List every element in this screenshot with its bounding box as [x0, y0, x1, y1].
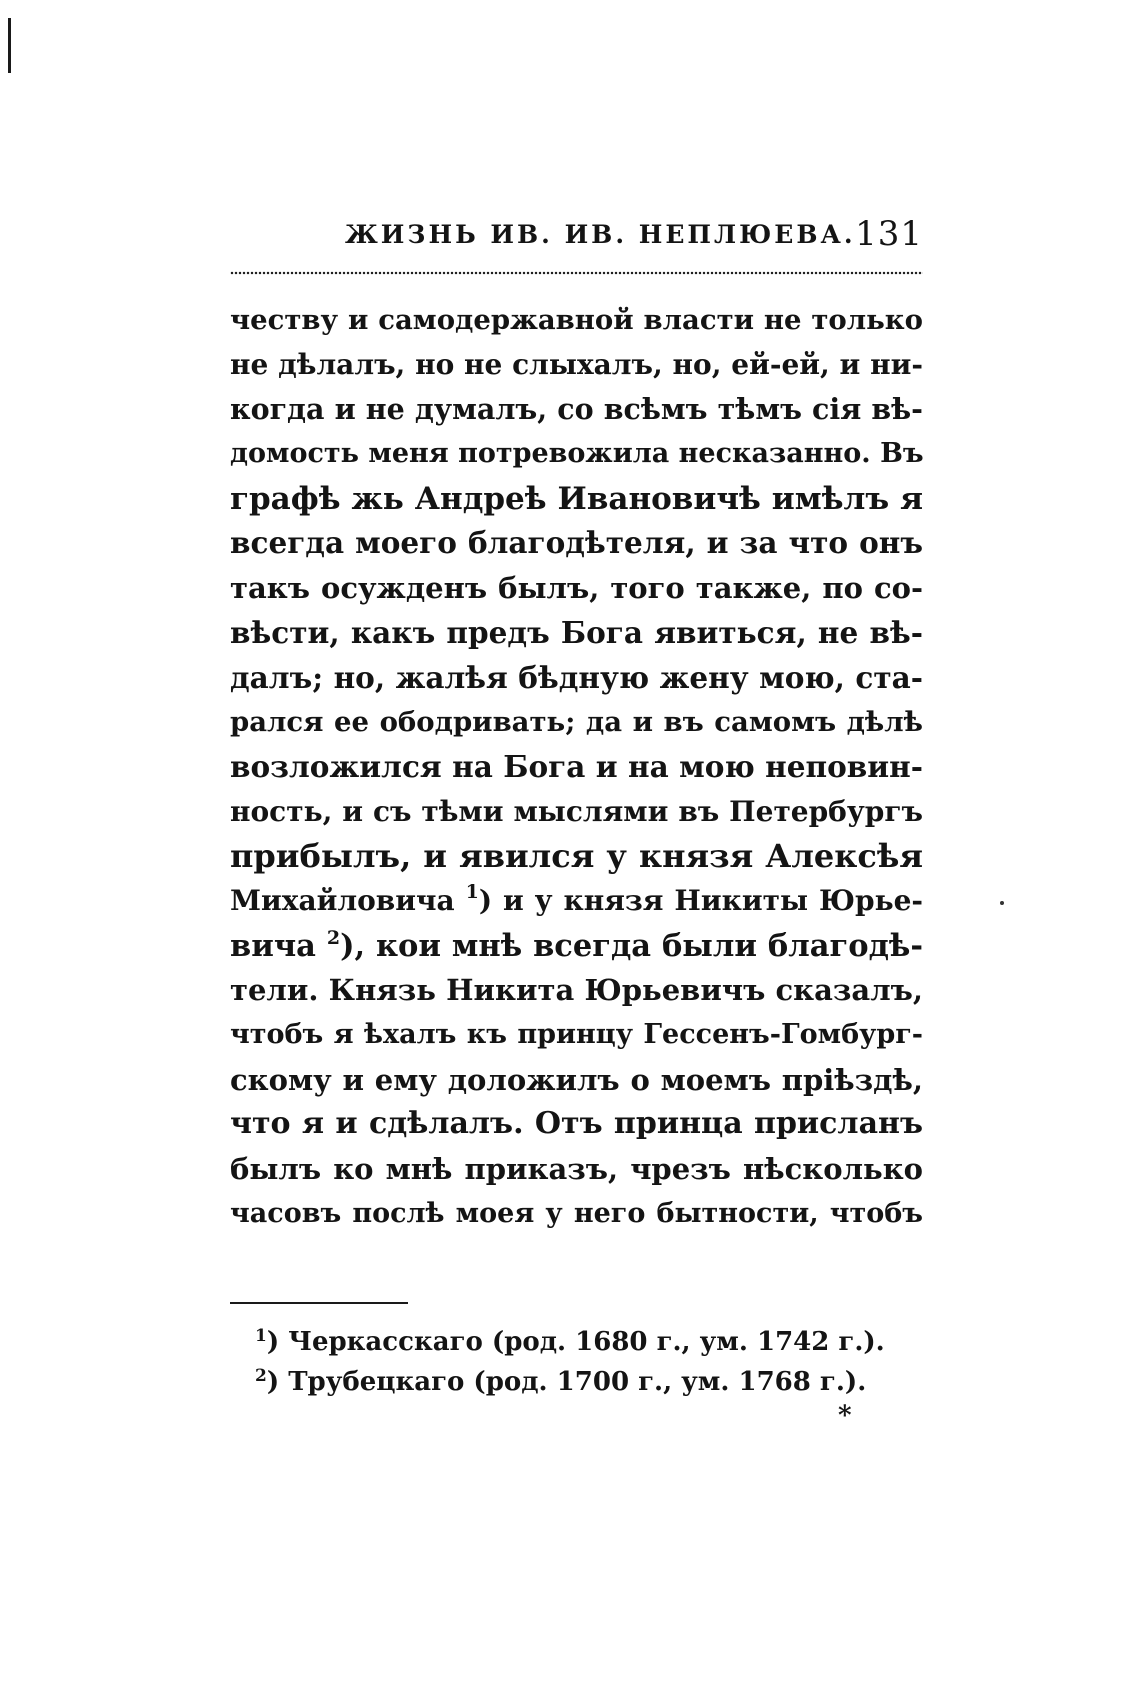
footnote-marker: 2: [255, 1366, 267, 1386]
text-line: возложился на Бога и на мою неповин-: [230, 748, 923, 784]
footnote-text: ) Черкасскаго (род. 1680 г., ум. 1742 г.).: [266, 1327, 885, 1357]
text-line-with-footnote-ref: [230, 924, 923, 969]
text-line: домость меня потревожила несказанно. Въ: [230, 438, 924, 470]
text-line: не дѣлалъ, но не слыхалъ, но, ей-ей, и ни-: [230, 347, 923, 381]
text-line: тели. Князь Никита Юрьевичъ сказалъ,: [230, 973, 923, 1008]
text-fragment: ) и у князя Никиты Юрье-: [478, 883, 924, 917]
footnote-1: [255, 1322, 885, 1362]
text-line: такъ осужденъ былъ, того также, по со-: [230, 571, 923, 606]
text-line: далъ; но, жалѣя бѣдную жену мою, ста-: [230, 659, 923, 695]
text-fragment: ), кои мнѣ всегда были благодѣ-: [340, 927, 923, 964]
text-line-with-footnote-ref: [230, 879, 923, 924]
page-edge-mark: [8, 18, 11, 73]
text-fragment: Михайловича: [230, 883, 466, 917]
text-line: былъ ко мнѣ приказъ, чрезъ нѣсколько: [230, 1152, 923, 1187]
text-fragment: вича: [230, 927, 327, 964]
footnote-marker: 1: [255, 1326, 267, 1346]
footnote-2: [255, 1362, 885, 1402]
footnotes: [255, 1322, 885, 1402]
text-line: ность, и съ тѣми мыслями въ Петербургъ: [230, 794, 923, 828]
footnote-text: ) Трубецкаго (род. 1700 г., ум. 1768 г.).: [266, 1367, 867, 1397]
text-line: прибылъ, и явился у князя Алексѣя: [230, 837, 923, 876]
header-dotted-rule: [230, 270, 923, 276]
text-line: рался ее ободривать; да и въ самомъ дѣлѣ: [230, 706, 923, 739]
text-line: графѣ жь Андреѣ Ивановичѣ имѣлъ я: [230, 480, 923, 517]
page-number: 131: [855, 214, 923, 254]
text-line: чтобъ я ѣхалъ къ принцу Гессенъ-Гомбург-: [230, 1019, 923, 1050]
text-line: всегда моего благодѣтеля, и за что онъ: [230, 525, 923, 561]
text-line: честву и самодержавной власти не только: [230, 304, 923, 336]
footnote-ref-1[interactable]: 1: [465, 880, 479, 903]
footnote-separator: [230, 1302, 408, 1304]
running-title: ЖИЗНЬ ИВ. ИВ. НЕПЛЮЕВА.: [345, 220, 856, 249]
stray-print-dot: [1000, 901, 1004, 905]
body-text: [230, 298, 923, 1236]
text-line: скому и ему доложилъ о моемъ пріѣздѣ,: [230, 1062, 923, 1097]
text-line: что я и сдѣлалъ. Отъ принца присланъ: [230, 1106, 923, 1142]
footnote-ref-2[interactable]: 2: [326, 926, 341, 949]
page-header: [345, 210, 923, 260]
text-line: часовъ послѣ моея у него бытности, чтобъ: [230, 1197, 923, 1229]
signature-mark: *: [838, 1401, 852, 1431]
text-line: когда и не думалъ, со всѣмъ тѣмъ сія вѣ-: [230, 392, 923, 427]
text-line: вѣсти, какъ предъ Бога явиться, не вѣ-: [230, 614, 923, 650]
